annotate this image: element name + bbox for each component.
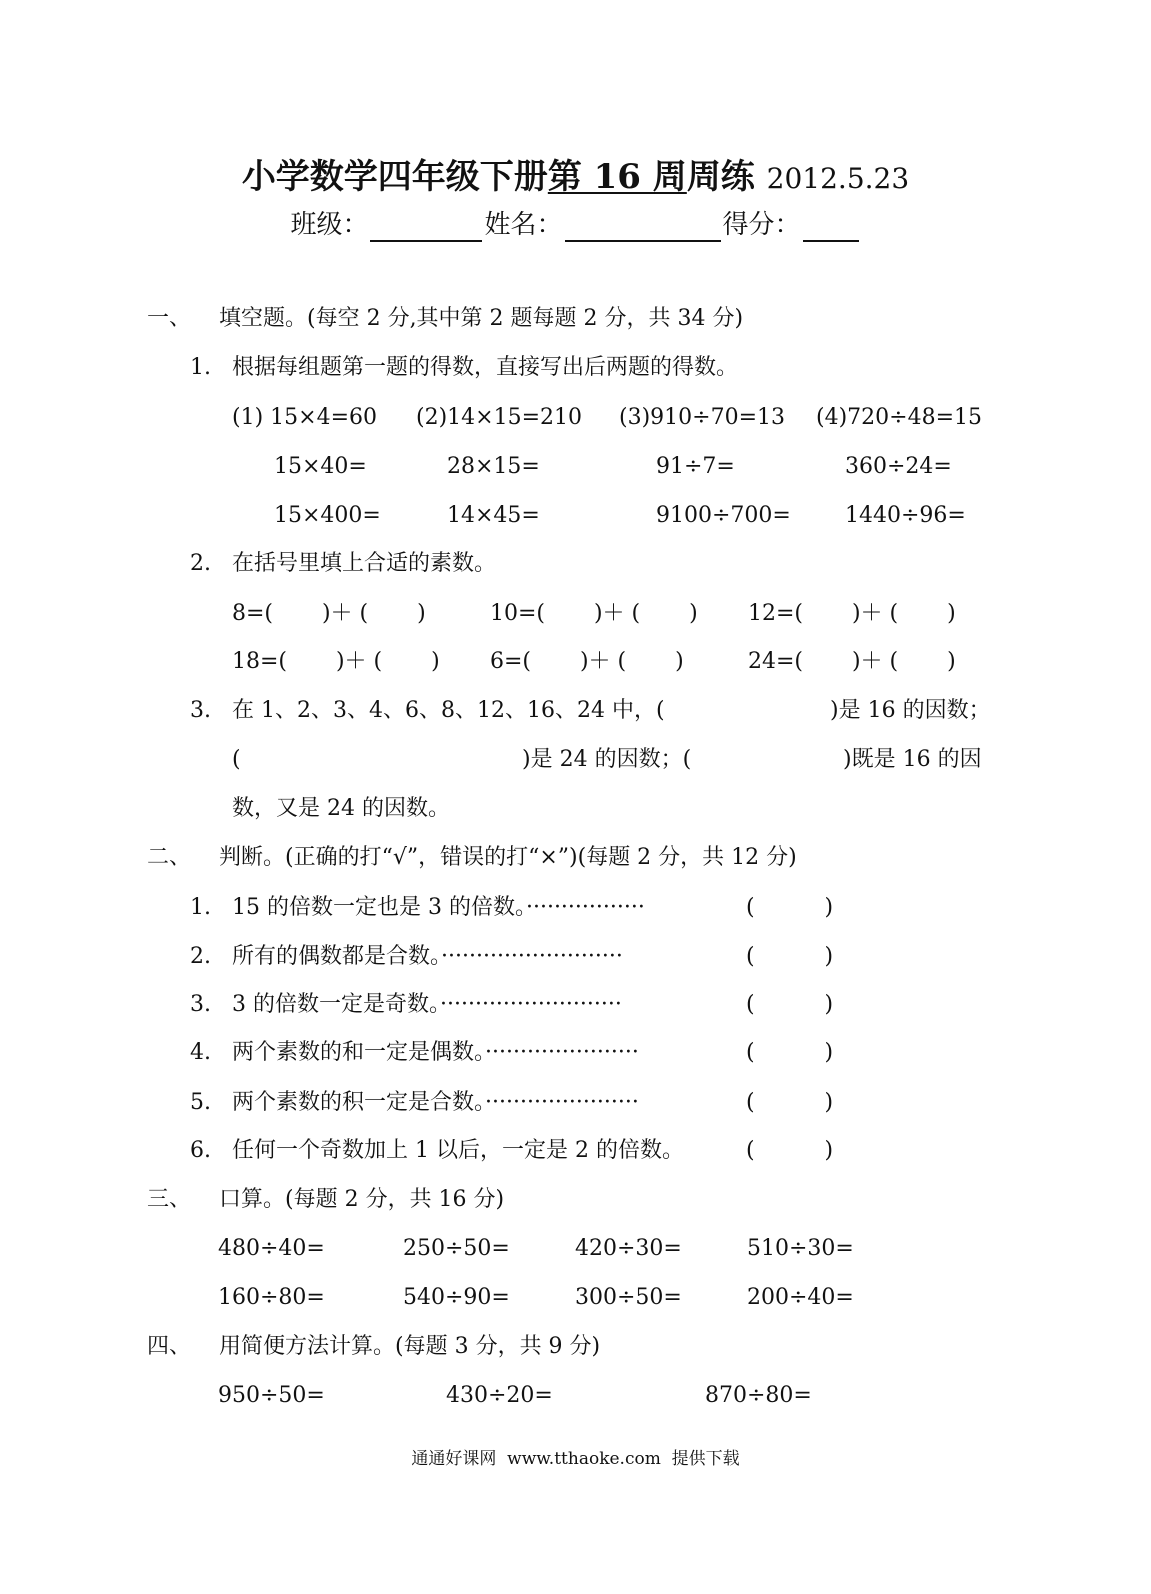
name-blank[interactable] (565, 214, 721, 242)
name-label: 姓名： (484, 210, 563, 240)
q1-item: (1) 15×4=60 (232, 405, 378, 430)
simplify-item: 430÷20= (446, 1383, 553, 1408)
q1-item: 15×40= (274, 454, 367, 479)
mental-math-item: 540÷90= (403, 1285, 510, 1310)
section-1-number: 一、 (147, 306, 192, 331)
section-2-title: 判断。(正确的打“√”，错误的打“×”)(每题 2 分，共 12 分) (219, 845, 797, 870)
judge-answer-paren[interactable]: ( ) (746, 1138, 834, 1163)
q3-line3: 数，又是 24 的因数。 (232, 796, 450, 821)
q3-line1-start: 在 1、2、3、4、6、8、12、16、24 中，( (232, 698, 665, 723)
judge-text: 任何一个奇数加上 1 以后，一定是 2 的倍数。 (232, 1138, 684, 1163)
simplify-item: 950÷50= (218, 1383, 325, 1408)
mental-math-item: 200÷40= (747, 1285, 854, 1310)
judge-text: 两个素数的和一定是偶数。······················ (232, 1040, 639, 1065)
mental-math-item: 420÷30= (575, 1236, 682, 1261)
q1-item: 1440÷96= (845, 503, 966, 528)
judge-text: 所有的偶数都是合数。·························· (232, 944, 623, 969)
q1-item: 14×45= (447, 503, 540, 528)
judge-answer-paren[interactable]: ( ) (746, 944, 834, 969)
q1-item: 15×400= (274, 503, 381, 528)
judge-number: 2. (190, 944, 211, 969)
q1-item: (2)14×15=210 (416, 405, 583, 430)
q1-text: 根据每组题第一题的得数，直接写出后两题的得数。 (232, 355, 739, 380)
mental-math-item: 510÷30= (747, 1236, 854, 1261)
class-blank[interactable] (370, 214, 482, 242)
title-date: 2012.5.23 (766, 162, 910, 195)
q1-item: (3)910÷70=13 (619, 405, 786, 430)
section-3-title: 口算。(每题 2 分，共 16 分) (219, 1187, 505, 1212)
judge-number: 3. (190, 992, 211, 1017)
q2-item[interactable]: 24=( )＋ ( ) (748, 649, 956, 674)
page-title (0, 156, 1151, 200)
judge-answer-paren[interactable]: ( ) (746, 1040, 834, 1065)
mental-math-item: 160÷80= (218, 1285, 325, 1310)
mental-math-item: 300÷50= (575, 1285, 682, 1310)
title-main: 小学数学四年级下册 (241, 157, 548, 197)
q2-item[interactable]: 6=( )＋ ( ) (490, 649, 684, 674)
q3-number: 3. (190, 698, 211, 723)
class-label: 班级： (290, 210, 369, 240)
judge-number: 6. (190, 1138, 211, 1163)
q1-item: 28×15= (447, 454, 540, 479)
simplify-item: 870÷80= (705, 1383, 812, 1408)
q3-line2-mid: )是 24 的因数；( (522, 747, 692, 772)
q3-line2-end: )既是 16 的因 (843, 747, 982, 772)
judge-answer-paren[interactable]: ( ) (746, 1090, 834, 1115)
judge-number: 5. (190, 1090, 211, 1115)
q2-item[interactable]: 8=( )＋ ( ) (232, 601, 426, 626)
student-info-row (0, 208, 1151, 242)
q3-line2-open: ( (232, 747, 241, 772)
section-1-title: 填空题。(每空 2 分,其中第 2 题每题 2 分，共 34 分) (219, 306, 744, 331)
mental-math-item: 250÷50= (403, 1236, 510, 1261)
judge-number: 4. (190, 1040, 211, 1065)
footer-credit: 通通好课网 www.tthaoke.com 提供下载 (411, 1449, 740, 1469)
q1-item: (4)720÷48=15 (816, 405, 983, 430)
q2-item[interactable]: 18=( )＋ ( ) (232, 649, 440, 674)
q2-text: 在括号里填上合适的素数。 (232, 551, 497, 576)
q2-item[interactable]: 12=( )＋ ( ) (748, 601, 956, 626)
judge-answer-paren[interactable]: ( ) (746, 895, 834, 920)
q1-item: 91÷7= (656, 454, 735, 479)
judge-text: 15 的倍数一定也是 3 的倍数。················· (232, 895, 645, 920)
section-2-number: 二、 (147, 845, 192, 870)
q1-item: 360÷24= (845, 454, 952, 479)
judge-text: 两个素数的积一定是合数。······················ (232, 1090, 639, 1115)
mental-math-item: 480÷40= (218, 1236, 325, 1261)
judge-answer-paren[interactable]: ( ) (746, 992, 834, 1017)
title-week: 第 16 周 (547, 157, 687, 197)
section-4-number: 四、 (147, 1334, 192, 1359)
judge-number: 1. (190, 895, 211, 920)
q1-number: 1. (190, 355, 211, 380)
title-tail: 周练 (686, 157, 755, 197)
section-4-title: 用简便方法计算。(每题 3 分，共 9 分) (219, 1334, 601, 1359)
judge-text: 3 的倍数一定是奇数。·························· (232, 992, 622, 1017)
q3-line1-end: )是 16 的因数； (830, 698, 991, 723)
section-3-number: 三、 (147, 1187, 192, 1212)
score-blank[interactable] (803, 214, 859, 242)
q1-item: 9100÷700= (656, 503, 791, 528)
q2-item[interactable]: 10=( )＋ ( ) (490, 601, 698, 626)
score-label: 得分： (722, 210, 801, 240)
q2-number: 2. (190, 551, 211, 576)
